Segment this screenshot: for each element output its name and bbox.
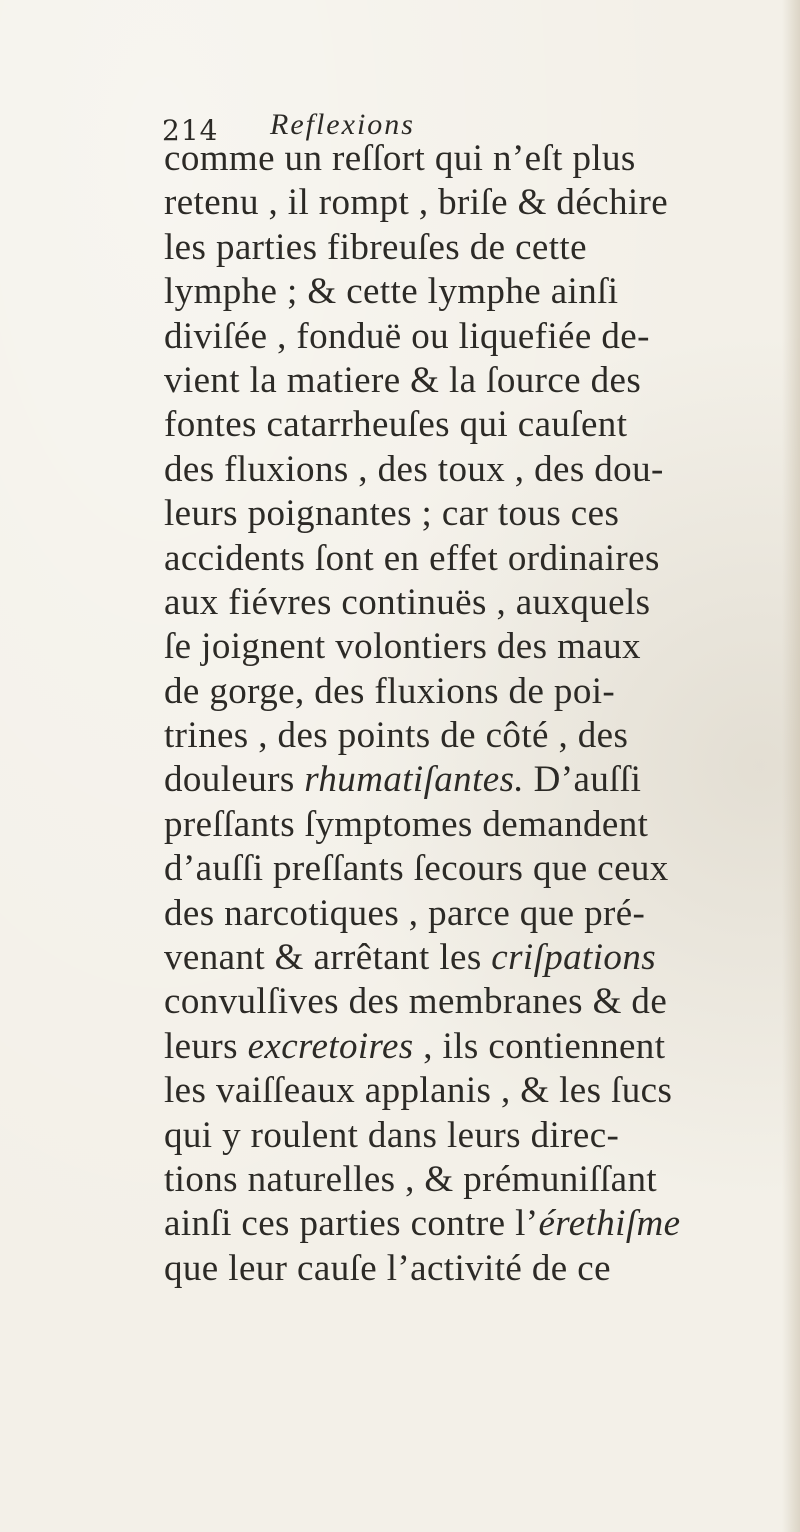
- text-line: [164, 847, 800, 891]
- text-segment: vient la matiere & la ſource des: [164, 359, 642, 401]
- text-segment: comme un reſſort qui n’eſt plus: [164, 138, 636, 179]
- text-segment: ſe joignent volontiers des maux: [164, 626, 641, 668]
- text-segment: retenu , il rompt , briſe & déchire: [164, 182, 669, 224]
- text-segment: tions naturelles , & prémuniſſant: [164, 1158, 658, 1200]
- text-segment: les vaiſſeaux applanis , & les ſucs: [164, 1070, 673, 1112]
- text-segment: , ils contiennent: [413, 1025, 666, 1067]
- text-segment: D’auſſi: [524, 759, 642, 801]
- text-segment: fontes catarrheuſes qui cauſent: [164, 404, 628, 446]
- text-segment: accidents ſont en effet ordinaires: [164, 537, 660, 579]
- italic-term: criſpations: [491, 937, 657, 979]
- running-head: Reflexions: [270, 108, 415, 141]
- text-segment: preſſants ſymptomes demandent: [164, 803, 649, 845]
- text-line: [164, 1202, 800, 1246]
- text-segment: douleurs: [164, 759, 305, 801]
- text-segment: des narcotiques , parce que pré-: [164, 892, 646, 934]
- text-segment: diviſée , fonduë ou liquefiée de-: [164, 315, 650, 357]
- text-segment: d’auſſi preſſants ſecours que ceux: [164, 848, 669, 890]
- text-line: [164, 537, 800, 581]
- text-line: [164, 359, 800, 403]
- body-text: [164, 137, 800, 1291]
- page-number: 214: [162, 114, 219, 147]
- text-segment: lymphe ; & cette lymphe ainſi: [164, 271, 619, 313]
- italic-term: érethiſme: [538, 1203, 681, 1245]
- text-line: [164, 714, 800, 758]
- text-line: [164, 315, 800, 359]
- text-segment: des fluxions , des toux , des dou-: [164, 448, 664, 490]
- text-line: [164, 270, 800, 314]
- text-line: [164, 670, 800, 714]
- text-line: [164, 1158, 800, 1202]
- text-segment: les parties fibreuſes de cette: [164, 226, 587, 268]
- text-segment: trines , des points de côté , des: [164, 715, 629, 757]
- text-line: [164, 892, 800, 936]
- text-line: [164, 137, 800, 181]
- text-line: [164, 181, 800, 225]
- text-line: [164, 226, 800, 270]
- text-line: [164, 403, 800, 447]
- text-segment: ainſi ces parties contre l’: [164, 1203, 539, 1245]
- text-line: [164, 936, 800, 980]
- text-line: [164, 1114, 800, 1158]
- text-line: [164, 803, 800, 847]
- text-segment: venant & arrêtant les: [164, 937, 492, 979]
- text-line: [164, 1069, 800, 1113]
- text-segment: que leur cauſe l’activité de ce: [164, 1247, 611, 1289]
- text-line: [164, 492, 800, 536]
- text-segment: leurs: [164, 1025, 248, 1067]
- text-line: [164, 758, 800, 802]
- text-segment: convulſives des membranes & de: [164, 981, 668, 1023]
- text-line: [164, 980, 800, 1024]
- text-segment: aux fiévres continuës , auxquels: [164, 581, 651, 623]
- text-segment: qui y roulent dans leurs direc-: [164, 1114, 620, 1156]
- italic-term: excretoires: [247, 1025, 414, 1067]
- text-line: [164, 448, 800, 492]
- italic-term: rhumatiſantes.: [304, 759, 525, 801]
- text-line: [164, 625, 800, 669]
- text-line: [164, 1025, 800, 1069]
- text-line: [164, 1247, 800, 1291]
- text-segment: de gorge, des fluxions de poi-: [164, 670, 616, 712]
- text-segment: leurs poignantes ; car tous ces: [164, 493, 620, 535]
- text-line: [164, 581, 800, 625]
